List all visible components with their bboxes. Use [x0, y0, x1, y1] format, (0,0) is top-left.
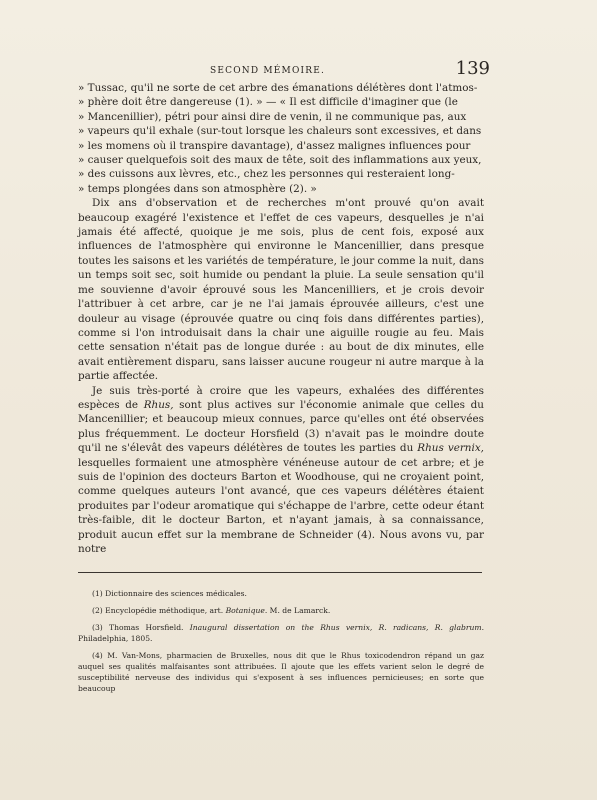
paragraph-text: lesquelles formaient une atmosphère vénéneuse autour de cet arbre; et je suis de l'opinion des docteurs Barton et Woodhouse, qui ne croyaient point, comme quelques auteurs l'ont avancé, que ces vapeurs délétères étaient produites par l'odeur aromatique qui s'échappe de l'arbre, cette odeur étant très-faible, dit le docteur Barton, et n'ayant jamais, à sa connaissance, produit aucun effet sur la membrane de Schneider (4). Nous avons vu, par notre: [78, 456, 484, 555]
paragraph-observation: Dix ans d'observation et de recherches m'ont prouvé qu'on avait beaucoup exagéré l'existence et l'effet de ces vapeurs, desquelles je n'ai jamais été affecté, quoique je me sois, plus de cent fois, exposé aux influences de l'atmosphère qui environne le Mancenillier, dans presque toutes les saisons et les variétés de température, le jour comme la nuit, dans un temps soit sec, soit humide ou pendant la pluie. La seule sensation qu'il me souvienne d'avoir éprouvé sous les Mancenilliers, et je crois devoir l'attribuer à cet arbre, car je ne l'ai jamais éprouvée ailleurs, c'est une douleur au visage (éprouvée quatre ou cinq fois dans différentes parties), comme si l'on introduisait dans la chair une aiguille rougie au feu. Mais cette sensation n'était pas de longue durée : au bout de dix minutes, elle avait entièrement disparu, sans laisser aucune rougeur ni autre marque à la partie affectée.: [78, 197, 484, 383]
footnote-2: [78, 605, 484, 616]
quote-line: » causer quelquefois soit des maux de tête, soit des inflammations aux yeux,: [78, 154, 482, 167]
paragraph-text: Je suis très-porté à croire que les vapeurs, exhalées des différentes espèces de: [78, 384, 484, 411]
paragraph-text: sont plus actives sur l'économie animale que celles du Mancenillier; et beaucoup mieux connues, parce qu'elles ont été observées plus fréquemment. Le docteur Horsfield (3) n'avait pas le moindre doute qu'il ne s'élevât des vapeurs délétères de toutes les parties du: [78, 398, 484, 455]
running-header: [210, 58, 490, 80]
quote-line: » des cuissons aux lèvres, etc., chez les personnes qui resteraient long-: [78, 168, 455, 181]
page-number: 139: [455, 58, 490, 79]
footnotes: [78, 588, 484, 694]
quote-line: » Mancenillier), pétri pour ainsi dire de venin, il ne communique pas, aux: [78, 110, 467, 123]
quote-line: » vapeurs qu'il exhale (sur-tout lorsque les chaleurs sont excessives, et dans: [78, 125, 482, 138]
footnote-text: (2) Encyclopédie méthodique, art.: [92, 606, 226, 615]
main-text: [78, 81, 484, 556]
paragraph-rhus: [78, 384, 484, 557]
footnote-4: (4) M. Van-Mons, pharmacien de Bruxelles, nous dit que le Rhus toxicodendron répand un gaz auquel ses qualités malfaisantes sont attribuées. Il ajoute que les effets varient selon le degré de susceptibilité nerveuse des individus qui s'exposent à ses influences pernicieuses; en sorte que beaucoup: [78, 651, 484, 693]
species-name: Rhus vernix,: [417, 442, 484, 455]
footnote-3: [78, 622, 484, 644]
footnote-text: (3) Thomas Horsfield.: [92, 623, 190, 632]
footnote-divider: [78, 572, 482, 573]
footnote-text: . M. de Lamarck.: [264, 606, 331, 615]
footnote-text: Philadelphia, 1805.: [78, 634, 153, 643]
species-name: Rhus,: [143, 398, 174, 411]
running-title: SECOND MÉMOIRE.: [210, 66, 326, 76]
quote-line: » Tussac, qu'il ne sorte de cet arbre des émanations délétères dont l'atmos-: [78, 82, 478, 94]
footnote-italic: Inaugural dissertation on the Rhus vernix, R. radicans, R. glabrum.: [189, 623, 484, 632]
quote-line: » les momens où il transpire davantage), d'assez malignes influences pour: [78, 139, 471, 152]
quote-line: » temps plongées dans son atmosphère (2). »: [78, 182, 317, 195]
quote-line: » phère doit être dangereuse (1). » — « Il est difficile d'imaginer que (le: [78, 96, 458, 109]
footnote-1: (1) Dictionnaire des sciences médicales.: [92, 589, 247, 598]
footnote-italic: Botanique: [225, 606, 265, 615]
